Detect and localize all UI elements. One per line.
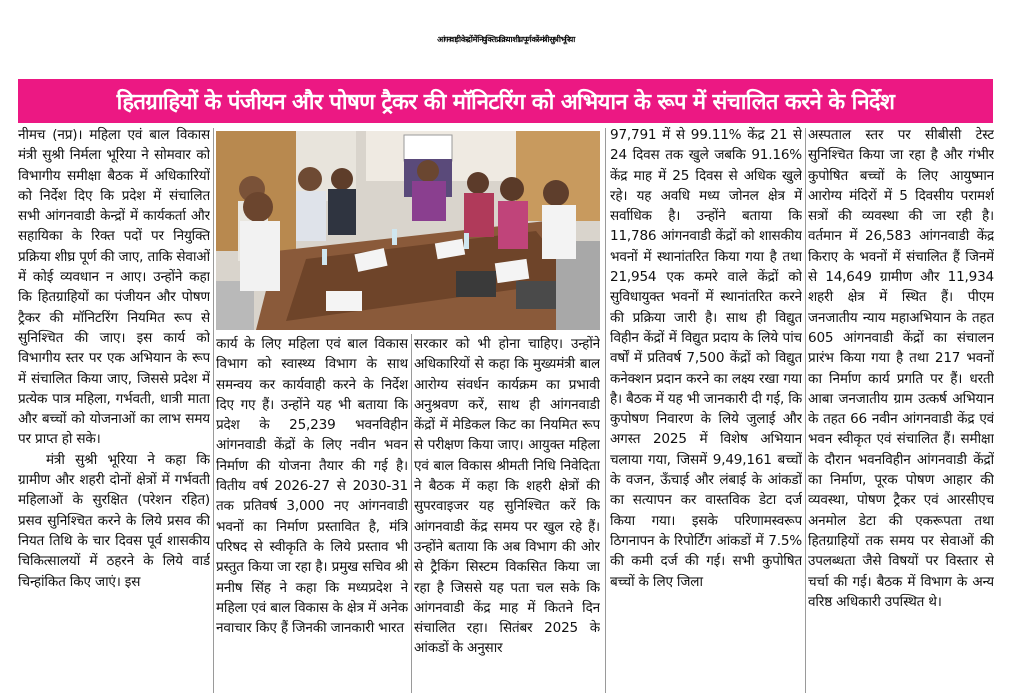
subheadline: हितग्राहियों के पंजीयन और पोषण ट्रैकर की मॉनिटरिंग को अभियान के रूप में संचालित करने के निर्देश [116, 90, 895, 115]
article-column-1 [18, 125, 210, 693]
subheadline-banner [18, 79, 993, 123]
paragraph: अस्पताल स्तर पर सीबीसी टेस्ट सुनिश्चित किया जा रहा है और गंभीर कुपोषित बच्चों के लिए आयुष्मान आरोग्य मंदिरों में 5 दिवसीय परामर्श सत्रों की व्यवस्था की जा रही है। वर्तमान में 26,583 आंगनवाडी केंद्र किराए के भवनों में संचालित हैं जिनमें से 14,649 ग्रामीण और 11,934 शहरी क्षेत्र में स्थित हैं। पीएम जनजातीय न्याय महाअभियान के तहत 605 आंगनवाडी केंद्रों का संचालन प्रारंभ किया गया है तथा 217 भवनों का निर्माण कार्य प्रगति पर हैं। धरती आबा जनजातीय ग्राम उत्कर्ष अभियान के तहत 66 नवीन आंगनवाडी केंद्र एवं भवन स्वीकृत एवं संचालित हैं। समीक्षा के दौरान भवनविहीन आंगनवाडी केंद्रों का निर्माण, पूरक पोषण आहार की व्यवस्था, पोषण ट्रैकर एवं आरसीएच अनमोल डेटा की एकरूपता तथा हितग्राहियों तक समय पर सेवाओं की उपलब्धता जैसे विषयों पर विस्तार से चर्चा की गई। बैठक में विभाग के अन्य वरिष्ठ अधिकारी उपस्थित थे। [808, 127, 994, 610]
column-divider [805, 128, 806, 693]
meeting-photo [216, 131, 600, 330]
column-divider [605, 128, 606, 693]
paragraph: मंत्री सुश्री भूरिया ने कहा कि ग्रामीण और शहरी दोनों क्षेत्रों में गर्भवती महिलाओं के सुरक्षित (परेशन रहित) प्रसव सुनिश्चित करने के लिये प्रसव की नियत तिथि के चार दिवस पूर्व शासकीय चिकित्सालयों में ठहरने के लिये वार्ड चिन्हांकित किए जाएं। इस [18, 451, 210, 590]
article-column-5 [808, 125, 994, 693]
paragraph: कार्य के लिए महिला एवं बाल विकास विभाग को स्वास्थ्य विभाग के साथ समन्वय कर कार्यवाही करने के निर्देश दिए गए हैं। उन्होंने यह भी बताया कि प्रदेश के 25,239 भवनविहीन आंगनवाडी केंद्रों के लिए नवीन भवन निर्माण की योजना तैयार की गई है। वितीय वर्ष 2026-27 से 2030-31 तक प्रतिवर्ष 3,000 नए आंगनवाडी भवनों का निर्माण प्रस्तावित है, मंत्रि परिषद से स्वीकृति के लिये प्रस्ताव भी प्रस्तुत किया जा रहा है। प्रमुख सचिव श्री मनीष सिंह ने कहा कि मध्यप्रदेश ने महिला एवं बाल विकास के क्षेत्र में अनेक नवाचार किए हैं जिनकी जानकारी भारत [216, 336, 408, 637]
article-column-3 [414, 334, 600, 693]
paragraph: सरकार को भी होना चाहिए। उन्होंने अधिकारियों से कहा कि मुख्यमंत्री बाल आरोग्य संवर्धन कार्यक्रम का प्रभावी अनुश्रवण करें, साथ ही आंगनवाडी केंद्रों में मेडिकल किट का नियमित रूप से परीक्षण किया जाए। आयुक्त महिला एवं बाल विकास श्रीमती निधि निवेदिता ने बैठक में कहा कि शहरी क्षेत्रों की सुपरवाइजर यह सुनिश्चित करें कि आंगनवाडी केंद्र समय पर खुल रहे हैं। उन्होंने बताया कि अब विभाग की ओर से ट्रैकिंग सिस्टम विकसित किया जा रहा है जिससे यह पता चल सके कि आंगनवाडी केंद्र माह में कितने दिन संचालित रहा। सितंबर 2025 के आंकडों के अनुसार [414, 336, 600, 657]
headline: आंगनवाड़ी केन्द्रों में नियुक्ति प्रक्रिया शीघ्र पूर्ण करें-मंत्री सुश्री भूरिया [437, 34, 574, 44]
article-column-2 [216, 334, 408, 693]
paragraph: 97,791 में से 99.11% केंद्र 21 से 24 दिवस तक खुले जबकि 91.16% केंद्र माह में 25 दिवस से अधिक खुले रहे। यह अवधि मध्य जोनल क्षेत्र में सर्वाधिक है। उन्होंने बताया कि 11,786 आंगनवाडी केंद्रों को शासकीय भवनों में स्थानांतरित किया गया है तथा 21,954 एक कमरे वाले केंद्रों को सुविधायुक्त भवनों में स्थानांतरित करने की प्रक्रिया जारी है। साथ ही विद्युत विहीन केंद्रों में विद्युत प्रदाय के लिये पांच वर्षों में प्रतिवर्ष 7,500 केंद्रों को विद्युत कनेक्शन प्रदान करने का लक्ष्य रखा गया है। बैठक में यह भी जानकारी दी गई, कि कुपोषण निवारण के लिये जुलाई और अगस्त 2025 में विशेष अभियान चलाया गया, जिसमें 9,49,161 बच्चों के वजन, ऊँचाई और लंबाई के आंकडों का सत्यापन कर वास्तविक डेटा दर्ज किया गया। इसके परिणामस्वरूप ठिगनापन के रिपोर्टिंग आंकडों में 7.5% की कमी दर्ज की गई। सभी कुपोषित बच्चों के लिए जिला [610, 127, 802, 590]
column-divider [213, 128, 214, 693]
article-column-4 [610, 125, 802, 693]
column-divider [411, 334, 412, 693]
paragraph: नीमच (नप्र)। महिला एवं बाल विकास मंत्री सुश्री निर्मला भूरिया ने सोमवार को विभागीय समीक्षा बैठक में अधिकारियों को निर्देश दिए कि प्रदेश में संचालित सभी आंगनवाडी केन्द्रों में कार्यकर्ता और सहायिका के रिक्त पदों पर नियुक्ति प्रक्रिया शीघ्र पूर्ण की जाए, ताकि सेवाओं में कोई व्यवधान न आए। उन्होंने कहा कि हितग्राहियों का पंजीयन और पोषण ट्रैकर की मॉनिटरिंग नियमित रूप से सुनिश्चित की जाए। इस कार्य को विभागीय स्तर पर एक अभियान के रूप में संचालित किया जाए, जिससे प्रदेश में प्रत्येक पात्र महिला, गर्भवती, धात्री माता और बच्चों को योजनाओं का लाभ समय पर प्राप्त हो सके। [18, 127, 210, 448]
